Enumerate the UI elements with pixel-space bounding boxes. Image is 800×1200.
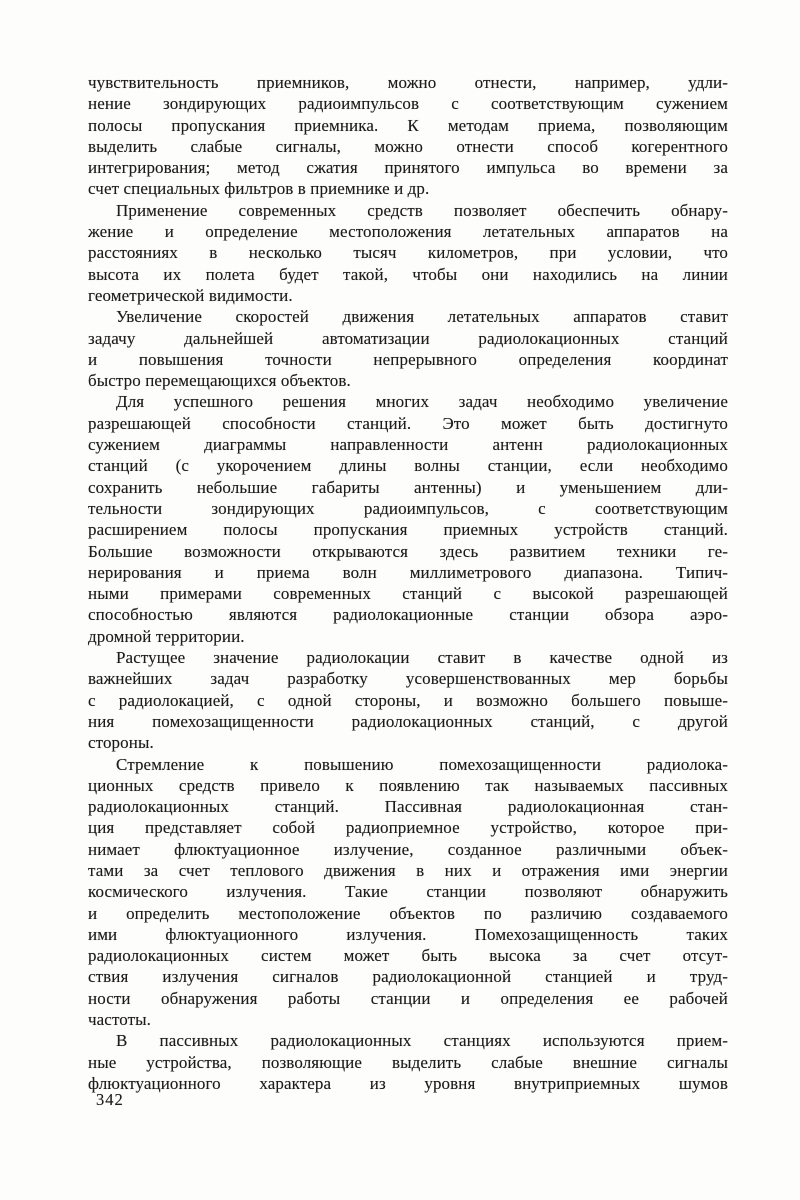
text-line: важнейших задач разработку усовершенствованных мер борьбы: [88, 669, 728, 689]
text-line: полосы пропускания приемника. К методам приема, позволяющим: [88, 115, 728, 135]
text-line: ными примерами современных станций с высокой разрешающей: [88, 584, 728, 604]
text-line: радиолокационных систем может быть высока за счет отсут-: [88, 946, 728, 966]
text-line: ими флюктуационного излучения. Помехозащищенность таких: [88, 924, 728, 944]
text-line: ности обнаружения работы станции и определения ее рабочей: [88, 988, 728, 1008]
text-line: жение и определение местоположения летательных аппаратов на: [88, 222, 728, 242]
text-line: тами за счет теплового движения в них и отражения ими энергии: [88, 860, 728, 880]
page-number: 342: [96, 1090, 124, 1109]
text-line: ния помехозащищенности радиолокационных станций, с другой: [88, 711, 728, 731]
text-line: частоты.: [88, 1010, 152, 1030]
paragraph: [88, 647, 728, 753]
text-line: чувствительность приемников, можно отнести, например, удли-: [88, 73, 728, 92]
paragraph: [88, 754, 728, 1031]
text-line: стороны.: [88, 733, 154, 753]
text-line: способностью являются радиолокационные станции обзора аэро-: [88, 605, 728, 625]
text-block: [88, 72, 728, 1094]
text-line: В пассивных радиолокационных станциях используются прием-: [116, 1031, 728, 1051]
text-line: высота их полета будет такой, чтобы они находились на линии: [88, 264, 728, 284]
text-line: флюктуационного характера из уровня внутриприемных шумов: [88, 1073, 728, 1093]
text-line: сужением диаграммы направленности антенн радиолокационных: [88, 435, 728, 455]
text-line: расширением полосы пропускания приемных устройств станций.: [88, 520, 728, 540]
text-line: ция представляет собой радиоприемное устройство, которое при-: [88, 818, 728, 838]
text-line: быстро перемещающихся объектов.: [88, 371, 351, 391]
text-line: интегрирования; метод сжатия принятого импульса во времени за: [88, 158, 728, 178]
paragraph: [88, 72, 728, 200]
text-line: Увеличение скоростей движения летательных аппаратов ставит: [116, 307, 728, 327]
text-line: ционных средств привело к появлению так называемых пассивных: [88, 775, 728, 795]
text-line: нение зондирующих радиоимпульсов с соответствующим сужением: [88, 94, 728, 114]
paragraph: [88, 306, 728, 391]
text-line: нерирования и приема волн миллиметрового диапазона. Типич-: [88, 562, 728, 582]
text-line: нимает флюктуационное излучение, созданное различными объек-: [88, 839, 728, 859]
paragraph: [88, 200, 728, 306]
text-line: выделить слабые сигналы, можно отнести способ когерентного: [88, 136, 728, 156]
text-line: разрешающей способности станций. Это может быть достигнуто: [88, 413, 728, 433]
text-line: Большие возможности открываются здесь развитием техники ге-: [88, 541, 728, 561]
text-line: и определить местоположение объектов по различию создаваемого: [88, 903, 728, 923]
text-line: ствия излучения сигналов радиолокационной станцией и труд-: [88, 967, 728, 987]
text-line: Применение современных средств позволяет обеспечить обнару-: [116, 200, 728, 220]
text-line: и повышения точности непрерывного определения координат: [88, 349, 728, 369]
text-line: расстояниях в несколько тысяч километров, при условии, что: [88, 243, 728, 263]
paragraph: [88, 391, 728, 647]
text-line: дромной территории.: [88, 626, 245, 646]
text-line: станций (с укорочением длины волны станции, если необходимо: [88, 456, 728, 476]
text-line: Стремление к повышению помехозащищенности радиолока-: [116, 754, 728, 774]
text-line: Растущее значение радиолокации ставит в качестве одной из: [116, 648, 728, 668]
text-line: тельности зондирующих радиоимпульсов, с соответствующим: [88, 498, 728, 518]
paragraph: [88, 1030, 728, 1094]
text-line: космического излучения. Такие станции позволяют обнаружить: [88, 882, 728, 902]
text-line: радиолокационных станций. Пассивная радиолокационная стан-: [88, 797, 728, 817]
text-line: геометрической видимости.: [88, 285, 293, 305]
text-line: счет специальных фильтров в приемнике и др.: [88, 179, 430, 199]
text-line: с радиолокацией, с одной стороны, и возможно большего повыше-: [88, 690, 728, 710]
text-line: сохранить небольшие габариты антенны) и уменьшением дли-: [88, 477, 728, 497]
text-line: задачу дальнейшей автоматизации радиолокационных станций: [88, 328, 728, 348]
text-line: ные устройства, позволяющие выделить слабые внешние сигналы: [88, 1052, 728, 1072]
text-line: Для успешного решения многих задач необходимо увеличение: [116, 392, 728, 412]
